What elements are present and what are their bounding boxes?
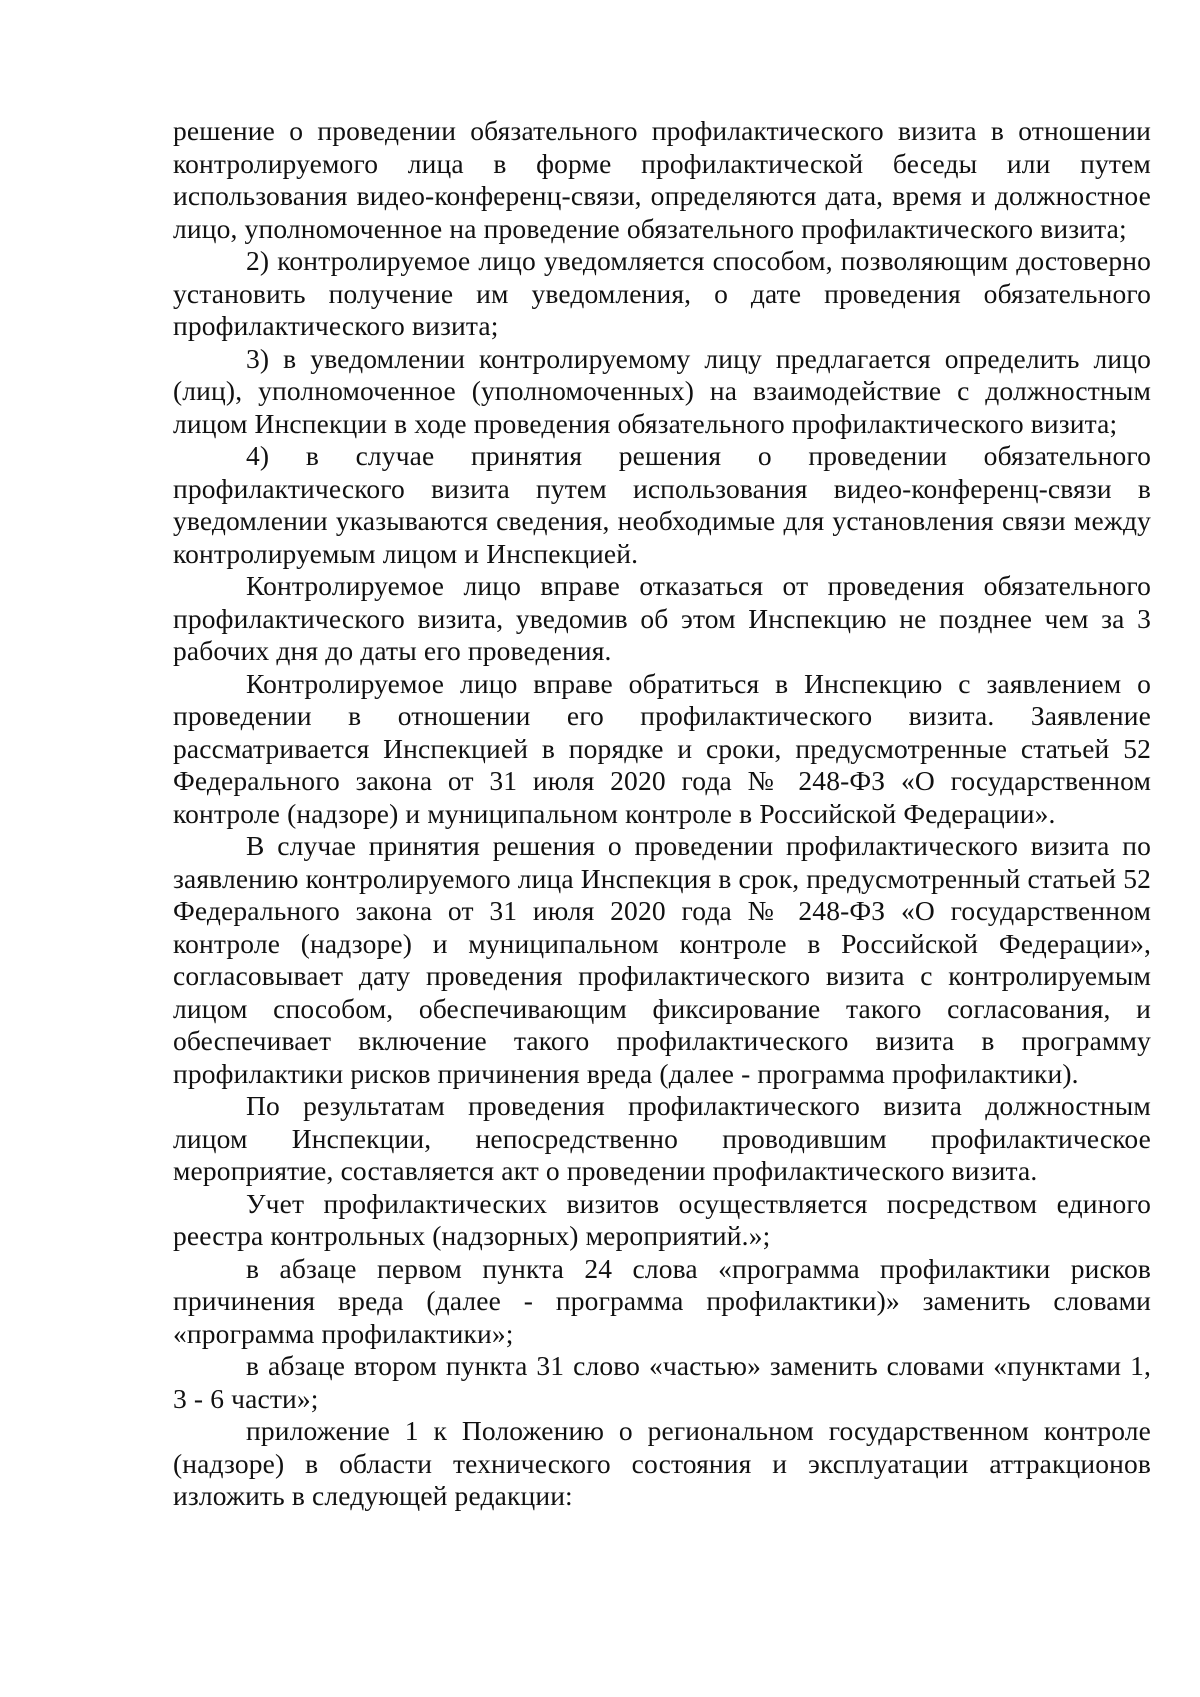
paragraph-item-2-notification: 2) контролируемое лицо уведомляется способом, позволяющим достоверно установить получение им уведомления, о дате проведения обязательного профилактического визита;	[173, 245, 1151, 341]
paragraph-item-4-video-conference: 4) в случае принятия решения о проведении обязательного профилактического визита путем использования видео-конференц-связи в уведомлении указываются сведения, необходимые для установления связи между контролируемым лицом и Инспекцией.	[173, 440, 1151, 569]
paragraph-amendment-item-24: в абзаце первом пункта 24 слова «программа профилактики рисков причинения вреда (далее - программа профилактики)» заменить словами «программа профилактики»;	[173, 1252, 1151, 1349]
paragraph-refusal-right: Контролируемое лицо вправе отказаться от проведения обязательного профилактического визита, уведомив об этом Инспекцию не позднее чем за 3 рабочих дня до даты его проведения.	[173, 570, 1151, 666]
paragraph-annex-1-new-wording: приложение 1 к Положению о региональном государственном контроле (надзоре) в области технического состояния и эксплуатации аттракционов изложить в следующей редакции:	[173, 1415, 1151, 1511]
paragraph-visit-by-application: В случае принятия решения о проведении профилактического визита по заявлению контролируемого лица Инспекция в срок, предусмотренный статьей 52 Федерального закона от 31 июля 2020 года № 248-ФЗ «О государственном контроле (надзоре) и муниципальном контроле в Российской Федерации», согласовывает дату проведения профилактического визита с контролируемым лицом способом, обеспечивающим фиксирование такого согласования, и обеспечивает включение такого профилактического визита в программу профилактики рисков причинения вреда (далее - программа профилактики).	[173, 830, 1151, 1089]
paragraph-visit-act: По результатам проведения профилактического визита должностным лицом Инспекции, непосредственно проводившим профилактическое мероприятие, составляется акт о проведении профилактического визита.	[173, 1090, 1151, 1186]
paragraph-item-3-representative: 3) в уведомлении контролируемому лицу предлагается определить лицо (лиц), уполномоченное (уполномоченных) на взаимодействие с должностным лицом Инспекции в ходе проведения обязательного профилактического визита;	[173, 342, 1151, 439]
paragraph-amendment-item-31: в абзаце втором пункта 31 слово «частью» заменить словами «пунктами 1, 3 - 6 части»;	[173, 1350, 1151, 1414]
paragraph-visit-registry: Учет профилактических визитов осуществляется посредством единого реестра контрольных (надзорных) мероприятий.»;	[173, 1187, 1151, 1251]
document-body	[173, 115, 1151, 1513]
paragraph-decision-continuation: решение о проведении обязательного профилактического визита в отношении контролируемого лица в форме профилактической беседы или путем использования видео-конференц-связи, определяются дата, время и должностное лицо, уполномоченное на проведение обязательного профилактического визита;	[173, 115, 1151, 244]
paragraph-application-right: Контролируемое лицо вправе обратиться в Инспекцию с заявлением о проведении в отношении его профилактического визита. Заявление рассматривается Инспекцией в порядке и сроки, предусмотренные статьей 52 Федерального закона от 31 июля 2020 года № 248-ФЗ «О государственном контроле (надзоре) и муниципальном контроле в Российской Федерации».	[173, 667, 1151, 829]
